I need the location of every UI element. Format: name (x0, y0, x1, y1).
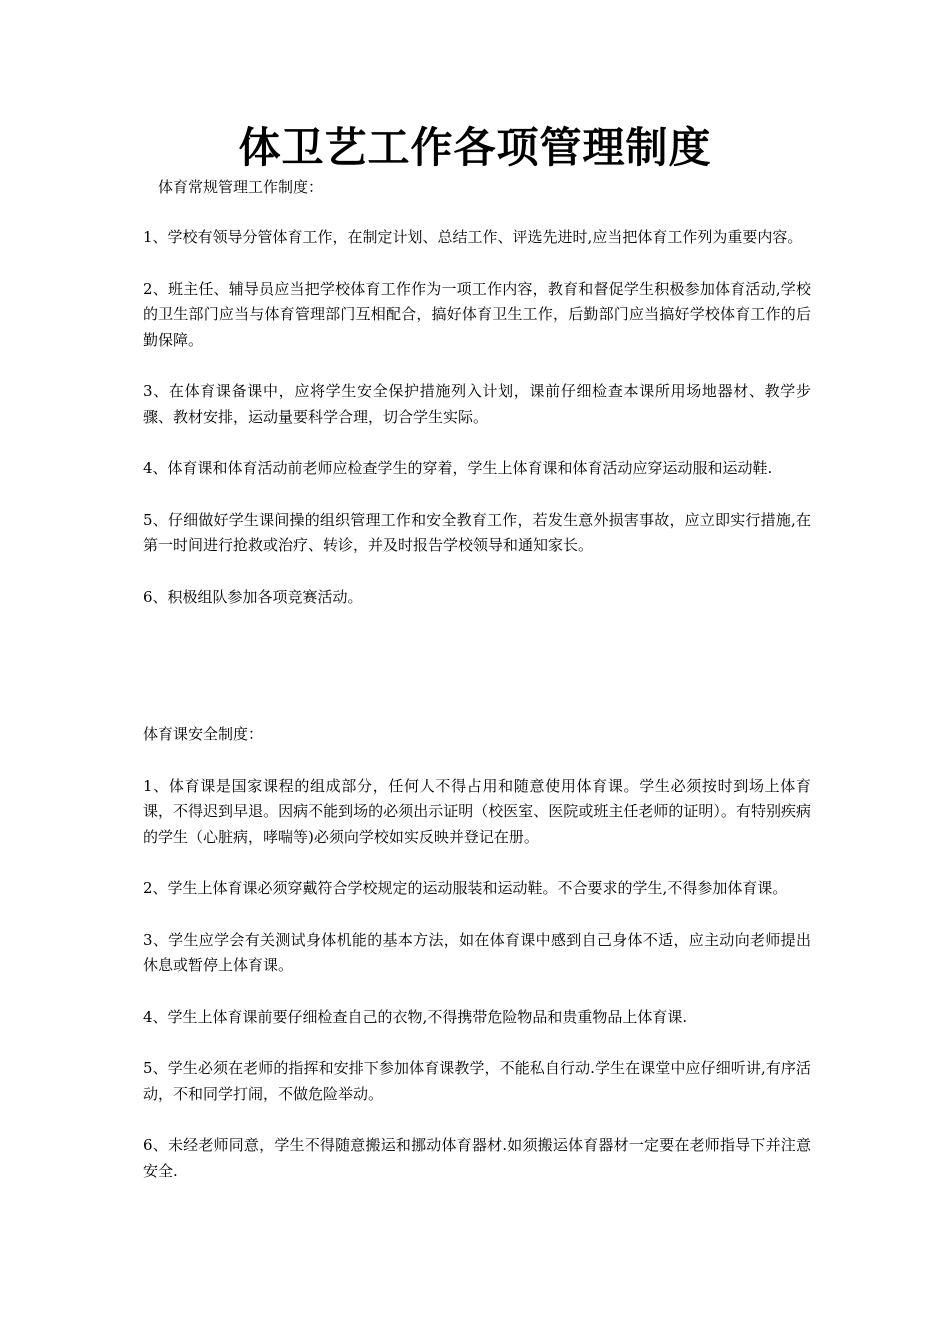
section-heading-pe-safety: 体育课安全制度： (143, 725, 264, 743)
section-sports-management (143, 225, 811, 610)
paragraph: 3、学生应学会有关测试身体机能的基本方法，如在体育课中感到自己身体不适，应主动向老师提出休息或暂停上体育课。 (143, 930, 811, 974)
paragraph: 2、学生上体育课必须穿戴符合学校规定的运动服装和运动鞋。不合要求的学生,不得参加体育课。 (143, 879, 788, 897)
paragraph: 5、仔细做好学生课间操的组织管理工作和安全教育工作，若发生意外损害事故，应立即实行措施,在第一时间进行抢救或治疗、转诊，并及时报告学校领导和通知家长。 (143, 510, 811, 554)
paragraph: 3、在体育课备课中，应将学生安全保护措施列入计划，课前仔细检查本课所用场地器材、教学步骤、教材安排，运动量要科学合理，切合学生实际。 (143, 382, 811, 426)
paragraph: 1、学校有领导分管体育工作，在制定计划、总结工作、评选先进时,应当把体育工作列为重要内容。 (143, 228, 803, 246)
paragraph: 6、未经老师同意，学生不得随意搬运和挪动体育器材.如须搬运体育器材一定要在老师指导下并注意安全. (143, 1136, 811, 1180)
section-pe-class-safety (143, 722, 811, 1184)
paragraph: 1、体育课是国家课程的组成部分，任何人不得占用和随意使用体育课。学生必须按时到场上体育课，不得迟到早退。因病不能到场的必须出示证明（校医室、医院或班主任老师的证明）。有特别疾病的学生（心脏病，哮喘等)必须向学校如实反映并登记在册。 (143, 776, 811, 846)
paragraph: 4、学生上体育课前要仔细检查自己的衣物,不得携带危险物品和贵重物品上体育课. (143, 1007, 688, 1026)
paragraph: 2、班主任、辅导员应当把学校体育工作作为一项工作内容，教育和督促学生积极参加体育活动,学校的卫生部门应当与体育管理部门互相配合，搞好体育卫生工作，后勤部门应当搞好学校体育工作的后勤保障。 (143, 279, 811, 349)
paragraph: 6、积极组队参加各项竞赛活动。 (143, 587, 363, 606)
document-title: 体卫艺工作各项管理制度 (238, 123, 712, 172)
paragraph: 4、体育课和体育活动前老师应检查学生的穿着，学生上体育课和体育活动应穿运动服和运动鞋. (143, 459, 773, 477)
section-heading-sports-management: 体育常规管理工作制度： (158, 178, 324, 196)
paragraph: 5、学生必须在老师的指挥和安排下参加体育课教学，不能私自行动.学生在课堂中应仔细听讲,有序活动，不和同学打闹，不做危险举动。 (143, 1059, 811, 1103)
